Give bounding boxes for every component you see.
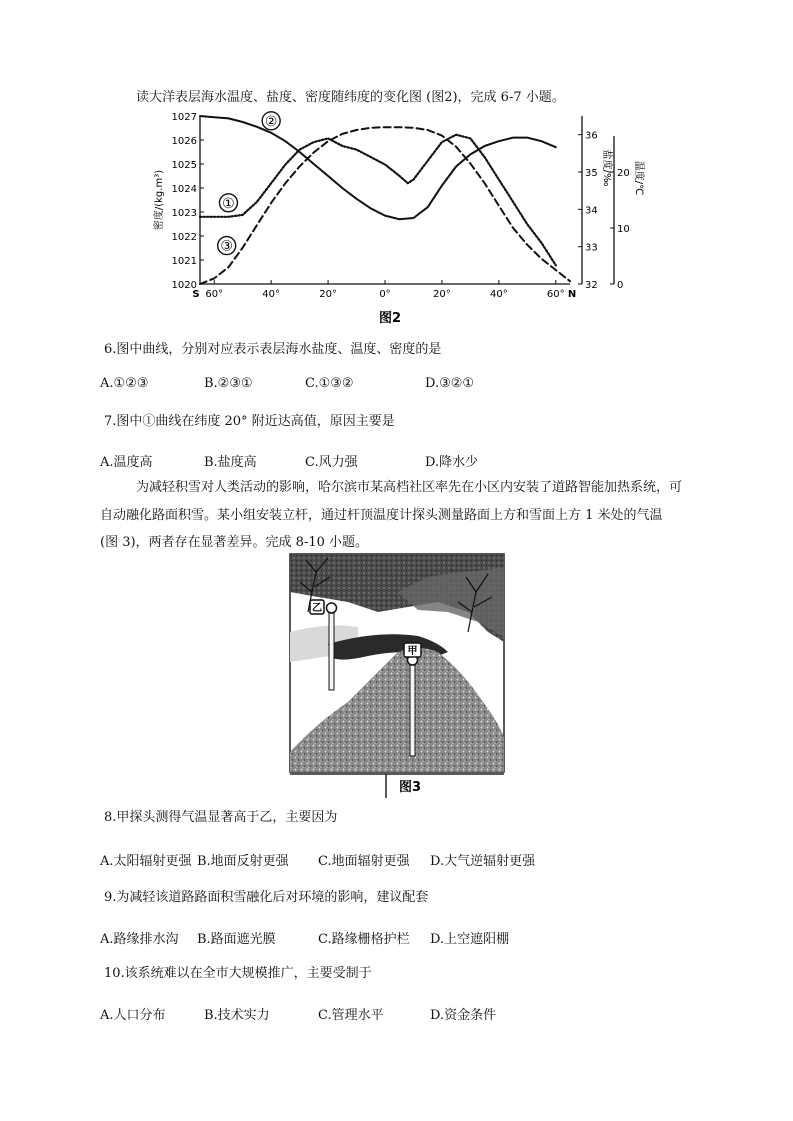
latitude-chart bbox=[150, 108, 644, 328]
q9-option-a[interactable]: A.路缘排水沟 bbox=[100, 932, 179, 947]
q7-option-a[interactable]: A.温度高 bbox=[100, 455, 153, 470]
chart-caption: 图2 bbox=[378, 311, 402, 326]
salinity-tick-label: 34 bbox=[585, 205, 598, 217]
q10-stem: 10.该系统难以在全市大规模推广，主要受制于 bbox=[104, 966, 372, 981]
passage-line-1: 为减轻积雪对人类活动的影响，哈尔滨市某高档社区率先在小区内安装了道路智能加热系统，可 bbox=[136, 480, 683, 495]
label-yi: 乙 bbox=[312, 603, 322, 614]
q6-option-c[interactable]: C.①③② bbox=[305, 376, 354, 391]
density-tick-label: 1025 bbox=[171, 160, 197, 171]
q6-option-b[interactable]: B.②③① bbox=[204, 376, 253, 391]
series-label: ③ bbox=[220, 238, 233, 255]
density-tick-label: 1027 bbox=[171, 112, 197, 123]
q9-stem: 9.为减轻该道路路面积雪融化后对环境的影响，建议配套 bbox=[104, 890, 429, 905]
density-tick-label: 1020 bbox=[171, 280, 197, 291]
density-tick-label: 1024 bbox=[171, 184, 197, 195]
q10-option-c[interactable]: C.管理水平 bbox=[318, 1008, 384, 1023]
x-tick-label: 60° bbox=[546, 289, 565, 300]
q9-option-c[interactable]: C.路缘栅格护栏 bbox=[318, 932, 410, 947]
x-axis-end-label: N bbox=[567, 289, 577, 300]
salinity-tick-label: 33 bbox=[585, 242, 598, 254]
density-tick-label: 1021 bbox=[171, 256, 197, 267]
q6-option-d[interactable]: D.③②① bbox=[425, 376, 475, 391]
x-tick-label: 40° bbox=[262, 289, 281, 300]
temperature-tick-label: 20 bbox=[617, 168, 630, 179]
x-tick-label: 20° bbox=[319, 289, 337, 300]
q8-option-a[interactable]: A.太阳辐射更强 bbox=[100, 854, 192, 869]
salinity-tick-label: 35 bbox=[585, 168, 598, 179]
density-tick-label: 1023 bbox=[171, 208, 197, 219]
temperature-tick-label: 10 bbox=[617, 224, 630, 235]
road-heating-illustration bbox=[288, 552, 508, 800]
q10-option-d[interactable]: D.资金条件 bbox=[430, 1008, 497, 1023]
pole-yi bbox=[329, 608, 334, 690]
density-tick-label: 1026 bbox=[171, 136, 197, 147]
q10-option-a[interactable]: A.人口分布 bbox=[100, 1008, 166, 1023]
probe-yi bbox=[327, 603, 337, 613]
label-jia: 甲 bbox=[407, 646, 418, 657]
x-axis-start-label: S bbox=[192, 289, 200, 300]
density-axis-label: 密度/(kg.m³) bbox=[154, 169, 165, 231]
fig3-caption: 图3 bbox=[398, 780, 422, 795]
x-tick-label: 0° bbox=[379, 289, 391, 300]
density-tick-label: 1022 bbox=[171, 232, 197, 243]
salinity-tick-label: 36 bbox=[585, 130, 598, 142]
series-line-1 bbox=[200, 135, 556, 266]
intro-text: 读大洋表层海水温度、盐度、密度随纬度的变化图 (图2)，完成 6-7 小题。 bbox=[136, 90, 565, 105]
temperature-axis-label: 温度/℃ bbox=[633, 160, 644, 196]
passage-line-3: (图 3)，两者存在显著差异。完成 8-10 小题。 bbox=[100, 535, 369, 550]
q10-option-b[interactable]: B.技术实力 bbox=[204, 1008, 270, 1023]
q9-option-b[interactable]: B.路面遮光膜 bbox=[197, 932, 276, 947]
series-label: ② bbox=[264, 113, 278, 130]
q7-option-b[interactable]: B.盐度高 bbox=[204, 455, 257, 470]
series-line-2 bbox=[200, 113, 556, 219]
q8-option-d[interactable]: D.大气逆辐射更强 bbox=[430, 854, 536, 869]
q6-stem: 6.图中曲线，分别对应表示表层海水盐度、温度、密度的是 bbox=[104, 342, 442, 357]
x-tick-label: 20° bbox=[433, 289, 451, 300]
q9-option-d[interactable]: D.上空遮阳棚 bbox=[430, 932, 510, 947]
passage-line-2: 自动融化路面积雪。某小组安装立杆，通过杆顶温度计探头测量路面上方和雪面上方 1 米处的气温 bbox=[100, 508, 663, 523]
q8-stem: 8.甲探头测得气温显著高于乙，主要因为 bbox=[104, 810, 338, 825]
pole-jia bbox=[410, 660, 415, 756]
temperature-tick-label: 0 bbox=[617, 280, 624, 291]
q8-option-b[interactable]: B.地面反射更强 bbox=[197, 854, 289, 869]
q7-option-c[interactable]: C.风力强 bbox=[305, 455, 358, 470]
x-tick-label: 60° bbox=[205, 289, 224, 300]
salinity-axis-label: 盐度/‰ bbox=[601, 149, 612, 187]
salinity-tick-label: 32 bbox=[585, 280, 598, 291]
q6-option-a[interactable]: A.①②③ bbox=[100, 376, 149, 391]
x-tick-label: 40° bbox=[489, 289, 508, 300]
q7-option-d[interactable]: D.降水少 bbox=[425, 455, 479, 470]
q8-option-c[interactable]: C.地面辐射更强 bbox=[318, 854, 410, 869]
q7-stem: 7.图中①曲线在纬度 20° 附近达高值，原因主要是 bbox=[104, 414, 395, 429]
series-label: ① bbox=[222, 195, 235, 212]
